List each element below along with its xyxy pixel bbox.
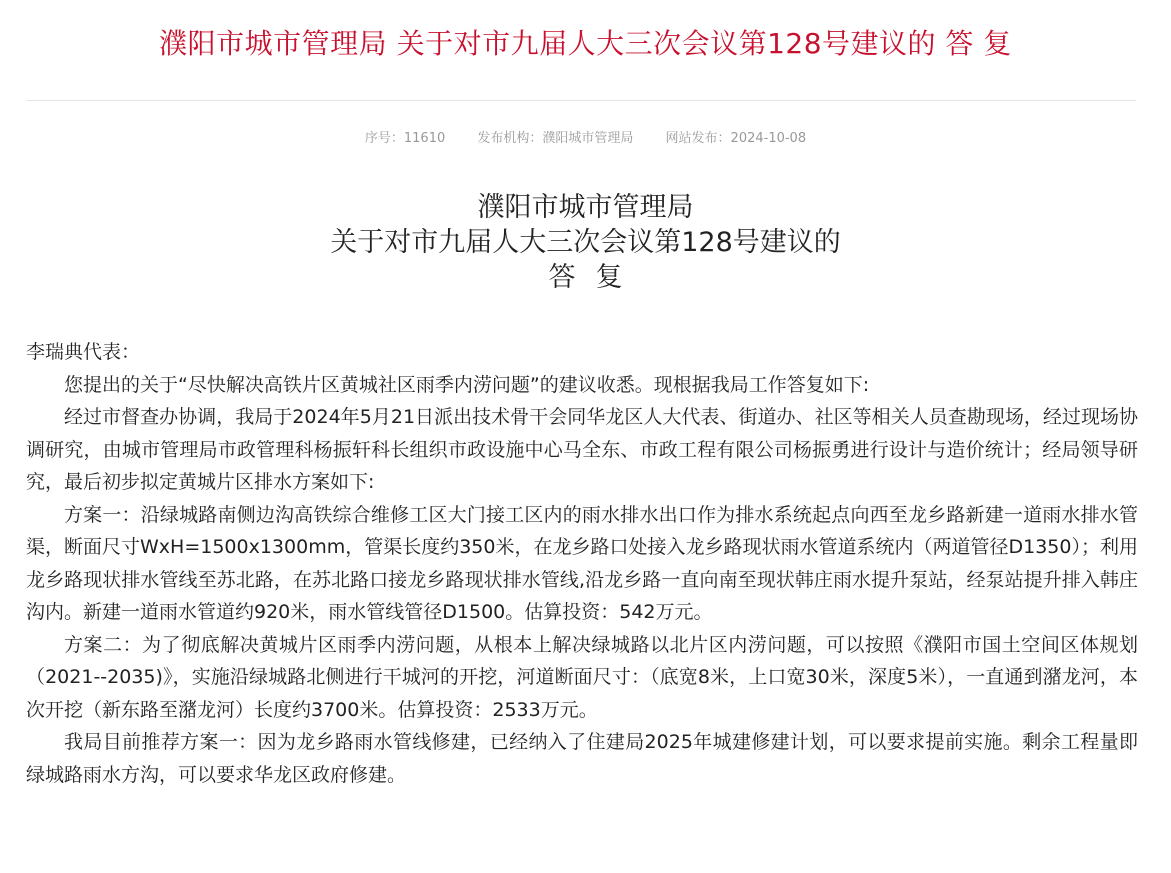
document-title — [0, 190, 1171, 295]
salutation: 李瑞典代表： — [26, 341, 141, 363]
serial-number: 序号：11610 — [364, 131, 446, 146]
paragraph: 方案二：为了彻底解决黄城片区雨季内涝问题，从根本上解决绿城路以北片区内涝问题，可以按照《濮阳市国土空间区体规划（2021--2035)》，实施沿绿城路北侧进行干城河的开挖，河道断面尺寸：（底宽8米，上口宽30米，深度5米），一直通到潴龙河，本次开挖（新东路至潴龙河）长度约3700米。估算投资：2533万元。 — [26, 633, 1138, 721]
document-title-line1: 濮阳市城市管理局 — [477, 192, 694, 223]
paragraph: 我局目前推荐方案一：因为龙乡路雨水管线修建，已经纳入了住建局2025年城建修建计划，可以要求提前实施。剩余工程量即绿城路雨水方沟，可以要求华龙区政府修建。 — [26, 731, 1138, 786]
article-meta — [0, 127, 1171, 146]
document-title-line3: 答复 — [548, 262, 643, 293]
document-body — [26, 336, 1138, 791]
paragraph: 方案一：沿绿城路南侧边沟高铁综合维修工区大门接工区内的雨水排水出口作为排水系统起点向西至龙乡路新建一道雨水排水管渠，断面尺寸WxH=1500x1300mm，管渠长度约350米，在龙乡路口处接入龙乡路现状雨水管道系统内（两道管径D1350）；利用龙乡路现状排水管线至苏北路，在苏北路口接龙乡路现状排水管线,沿龙乡路一直向南至现状韩庄雨水提升泵站，经泵站提升排入韩庄沟内。新建一道雨水管道约920米，雨水管线管径D1500。估算投资：542万元。 — [26, 503, 1138, 623]
title-divider — [26, 100, 1136, 101]
page-title: 濮阳市城市管理局 关于对市九届人大三次会议第128号建议的 答 复 — [159, 27, 1012, 60]
publish-date: 网站发布：2024-10-08 — [665, 131, 807, 146]
paragraph: 您提出的关于“尽快解决高铁片区黄城社区雨季内涝问题”的建议收悉。现根据我局工作答复如下: — [64, 373, 870, 396]
publisher: 发布机构：濮阳城市管理局 — [477, 131, 634, 146]
paragraph: 经过市督查办协调，我局于2024年5月21日派出技术骨干会同华龙区人大代表、街道办、社区等相关人员查勘现场，经过现场协调研究，由城市管理局市政管理科杨振轩科长组织市政设施中心马全东、市政工程有限公司杨振勇进行设计与造价统计；经局领导研究，最后初步拟定黄城片区排水方案如下: — [26, 406, 1138, 493]
document-title-line2: 关于对市九届人大三次会议第128号建议的 — [330, 227, 841, 258]
